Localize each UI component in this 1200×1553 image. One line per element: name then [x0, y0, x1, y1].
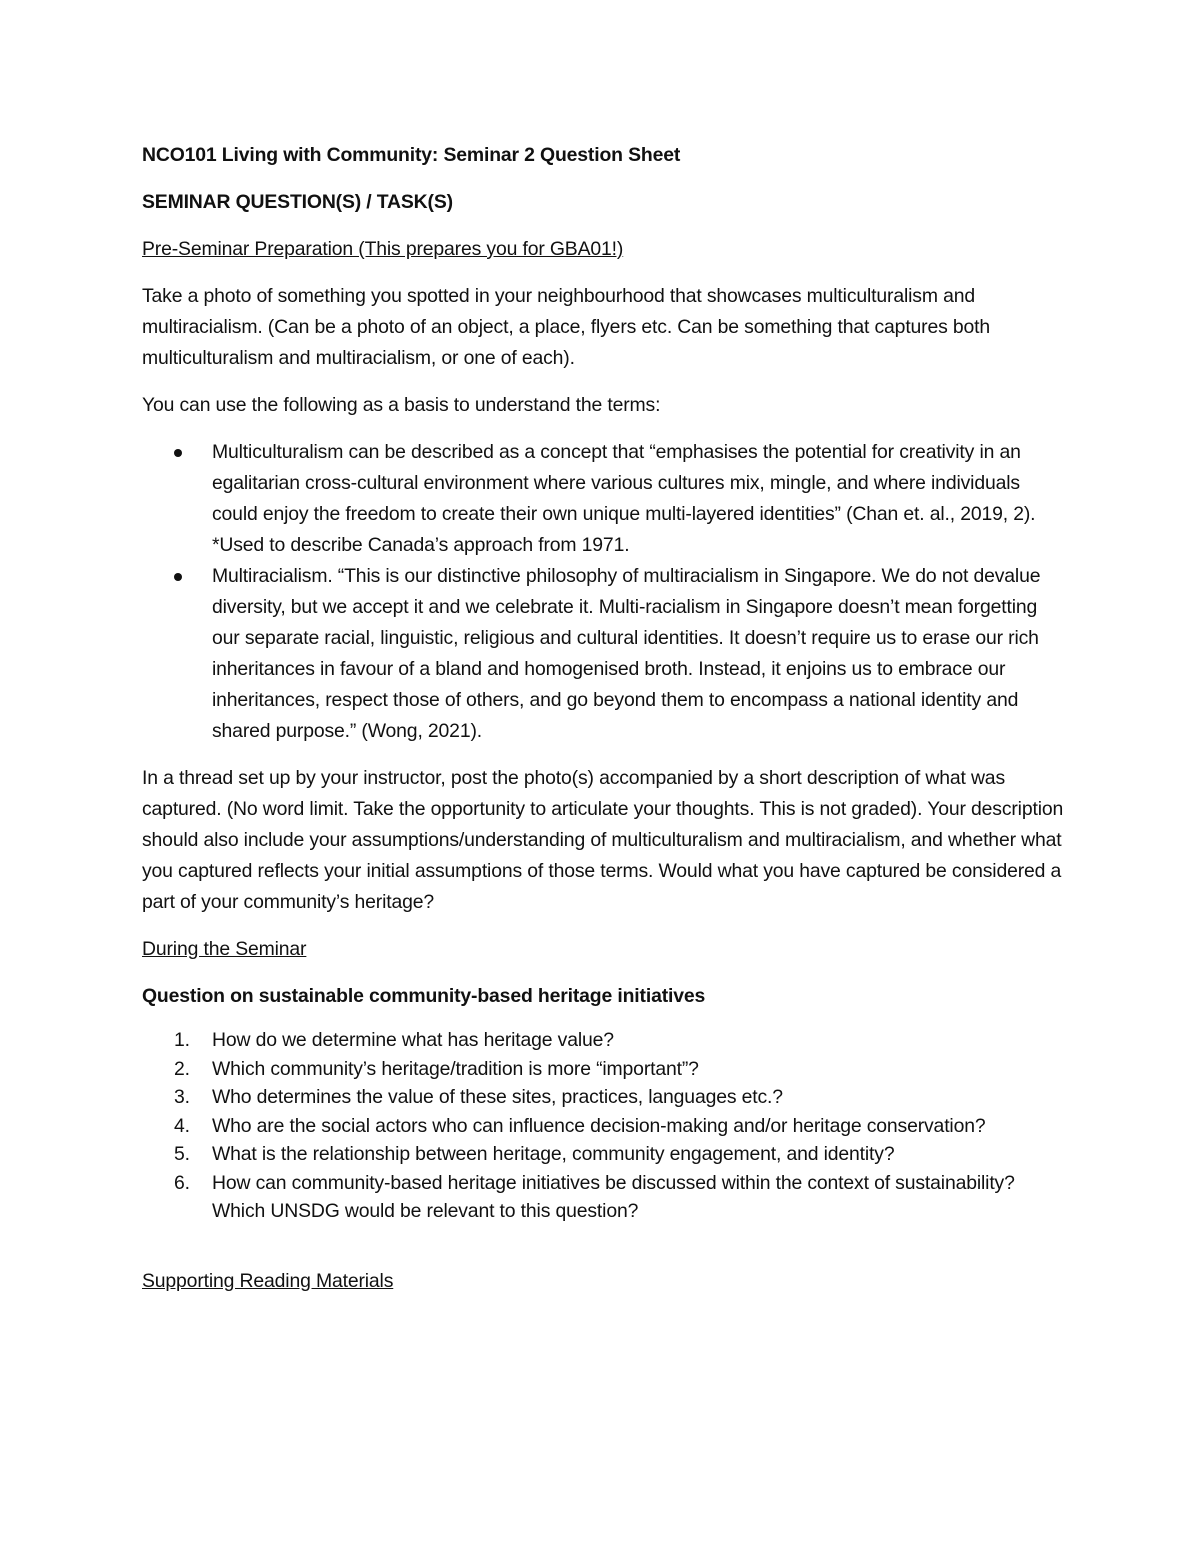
question-text: Which community’s heritage/tradition is more “important”?: [212, 1057, 699, 1080]
bullet-icon: [174, 449, 182, 457]
question-number: 2.: [174, 1057, 190, 1080]
section-heading: SEMINAR QUESTION(S) / TASK(S): [142, 191, 453, 213]
list-item: [142, 1112, 1067, 1141]
document-title: NCO101 Living with Community: Seminar 2 Question Sheet: [142, 144, 681, 166]
pre-seminar-task: Take a photo of something you spotted in your neighbourhood that showcases multiculturalism and multiracialism. (Can be a photo of an object, a place, flyers etc. Can be something that captures both multiculturalism and multiracialism, or one of each).: [142, 285, 991, 369]
list-item: [142, 1140, 1067, 1169]
document-page: [142, 140, 1067, 1313]
basis-intro: You can use the following as a basis to understand the terms:: [142, 394, 661, 416]
question-number: 5.: [174, 1143, 190, 1165]
pre-seminar-heading: Pre-Seminar Preparation (This prepares you for GBA01!): [142, 238, 624, 260]
list-item: [142, 1169, 1067, 1226]
questions-list: [142, 1026, 1067, 1226]
question-text: How do we determine what has heritage value?: [212, 1029, 614, 1051]
list-item: [142, 1083, 1067, 1112]
question-number: 4.: [174, 1114, 190, 1137]
definition-multiracialism: Multiracialism. “This is our distinctive philosophy of multiracialism in Singapore. We do not devalue diversity, but we accept it and we celebrate it. Multi-racialism in Singapore doesn’t mean forgetting our separate racial, linguistic, religious and cultural identities. It doesn’t require us to erase our rich inheritances in favour of a bland and homogenised broth. Instead, it enjoins us to embrace our inheritances, respect those of others, and go beyond them to encompass a national identity and shared purpose.” (Wong, 2021).: [212, 565, 1041, 742]
definitions-list: [142, 437, 1067, 747]
question-text: Who determines the value of these sites, practices, languages etc.?: [212, 1086, 783, 1108]
during-seminar-heading: During the Seminar: [142, 938, 307, 960]
list-item: [142, 437, 1067, 561]
question-text: What is the relationship between heritage, community engagement, and identity?: [212, 1143, 895, 1165]
question-number: 6.: [174, 1171, 190, 1194]
list-item: [142, 1055, 1067, 1084]
question-number: 1.: [174, 1029, 190, 1051]
list-item: [142, 561, 1067, 747]
list-item: [142, 1026, 1067, 1055]
post-instructions: In a thread set up by your instructor, post the photo(s) accompanied by a short description of what was captured. (No word limit. Take the opportunity to articulate your thoughts. This is not graded). Your description should also include your assumptions/understanding of multiculturalism and multiracialism, and whether what you captured reflects your initial assumptions of those terms. Would what you have captured be considered a part of your community’s heritage?: [142, 767, 1064, 913]
question-number: 3.: [174, 1086, 190, 1108]
question-text: How can community-based heritage initiatives be discussed within the context of sustainability? Which UNSDG would be relevant to this question?: [212, 1171, 1015, 1222]
question-heading: Question on sustainable community-based heritage initiatives: [142, 985, 706, 1007]
supporting-reading-heading: Supporting Reading Materials: [142, 1269, 394, 1292]
question-text: Who are the social actors who can influence decision-making and/or heritage conservation?: [212, 1114, 986, 1137]
bullet-icon: [174, 573, 182, 581]
definition-multiculturalism: Multiculturalism can be described as a concept that “emphasises the potential for creativity in an egalitarian cross-cultural environment where various cultures mix, mingle, and where individuals could enjoy the freedom to create their own unique multi-layered identities” (Chan et. al., 2019, 2). *Used to describe Canada’s approach from 1971.: [212, 441, 1036, 556]
